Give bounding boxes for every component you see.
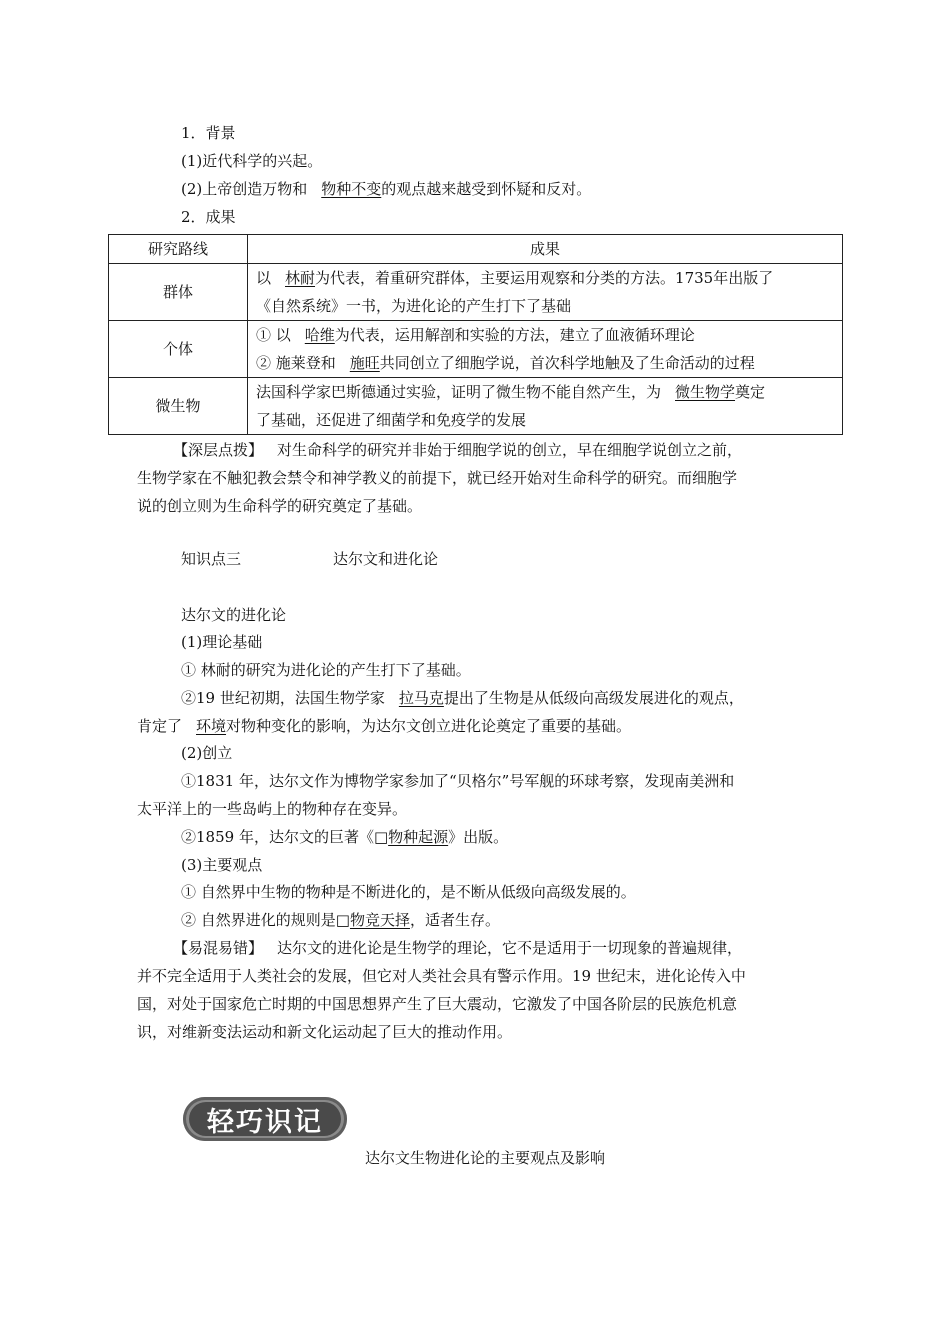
row-result-group: 以 林耐为代表，着重研究群体，主要运用观察和分类的方法。1735年出版了 《自然系统》一书，为进化论的产生打下了基础	[248, 264, 843, 321]
confusion-line-2: 并不完全适用于人类社会的发展，但它对人类社会具有警示作用。19 世纪末，进化论传入中	[137, 967, 746, 985]
blank-answer: 微生物学	[675, 383, 736, 401]
views-point-2: ② 自然界进化的规则是□物竞天择，适者生存。	[181, 911, 500, 929]
blank-answer: 环境	[196, 717, 227, 735]
table-header-route: 研究路线	[109, 235, 248, 264]
deep-tip-line-1: 【深层点拨】 对生命科学的研究并非始于细胞学说的创立，早在细胞学说创立之前，	[173, 441, 743, 459]
background-item-1: (1)近代科学的兴起。	[181, 152, 323, 170]
blank-answer: 物种不变	[321, 180, 382, 198]
confusion-line-3: 国，对处于国家危亡时期的中国思想界产生了巨大震动，它激发了中国各阶层的民族危机意	[137, 995, 738, 1013]
table-row	[109, 378, 843, 435]
blank-answer: 林耐	[285, 269, 316, 287]
confusion-label: 【易混易错】	[173, 939, 264, 957]
basis-point-1: ① 林耐的研究为进化论的产生打下了基础。	[181, 661, 471, 679]
founding-point-1: ①1831 年，达尔文作为博物学家参加了“贝格尔”号军舰的环球考察，发现南美洲和	[181, 772, 735, 790]
darwin-heading: 达尔文的进化论	[181, 606, 287, 624]
founding-point-2: ②1859 年，达尔文的巨著《□物种起源》出版。	[181, 828, 509, 846]
memory-badge	[183, 1097, 347, 1141]
table-row	[109, 321, 843, 378]
row-result-microbe: 法国科学家巴斯德通过实验，证明了微生物不能自然产生，为 微生物学奠定 了基础，还促进了细菌学和免疫学的发展	[248, 378, 843, 435]
memory-badge-text: 轻巧识记	[189, 1102, 341, 1136]
results-table	[108, 234, 843, 435]
founding-point-1-cont: 太平洋上的一些岛屿上的物种存在变异。	[137, 800, 408, 818]
views-point-1: ① 自然界中生物的物种是不断进化的，是不断从低级向高级发展的。	[181, 883, 636, 901]
memory-caption: 达尔文生物进化论的主要观点及影响	[365, 1149, 606, 1167]
blank-answer: 物种起源	[388, 828, 449, 846]
table-row	[109, 264, 843, 321]
table-header-results: 成果	[248, 235, 843, 264]
blank-answer: 物竞天择	[349, 911, 410, 929]
background-heading: 1．背景	[181, 124, 236, 142]
views-heading: (3)主要观点	[181, 856, 263, 874]
confusion-line-4: 识，对维新变法运动和新文化运动起了巨大的推动作用。	[137, 1023, 513, 1041]
founding-heading: (2)创立	[181, 744, 233, 762]
deep-tip-line-3: 说的创立则为生命科学的研究奠定了基础。	[137, 497, 423, 515]
results-heading: 2．成果	[181, 208, 236, 226]
deep-tip-line-2: 生物学家在不触犯教会禁令和神学教义的前提下，就已经开始对生命科学的研究。而细胞学	[137, 469, 738, 487]
row-label-individual: 个体	[109, 321, 248, 378]
blank-answer: 施旺	[349, 354, 380, 372]
section-number: 知识点三	[181, 550, 242, 568]
basis-point-2-cont: 肯定了 环境对物种变化的影响，为达尔文创立进化论奠定了重要的基础。	[137, 717, 632, 735]
basis-heading: (1)理论基础	[181, 633, 263, 651]
table-header-row	[109, 235, 843, 264]
deep-tip-label: 【深层点拨】	[173, 441, 264, 459]
blank-answer: 哈维	[304, 326, 335, 344]
row-result-individual: ① 以 哈维为代表，运用解剖和实验的方法，建立了血液循环理论 ② 施莱登和 施旺共同创立了细胞学说，首次科学地触及了生命活动的过程	[248, 321, 843, 378]
row-label-group: 群体	[109, 264, 248, 321]
basis-point-2: ②19 世纪初期，法国生物学家 拉马克提出了生物是从低级向高级发展进化的观点，	[181, 689, 744, 707]
blank-answer: 拉马克	[398, 689, 444, 707]
row-label-microbe: 微生物	[109, 378, 248, 435]
confusion-line-1: 【易混易错】 达尔文的进化论是生物学的理论，它不是适用于一切现象的普遍规律，	[173, 939, 743, 957]
background-item-2: (2)上帝创造万物和 物种不变的观点越来越受到怀疑和反对。	[181, 180, 592, 198]
section-title: 达尔文和进化论	[333, 550, 439, 568]
